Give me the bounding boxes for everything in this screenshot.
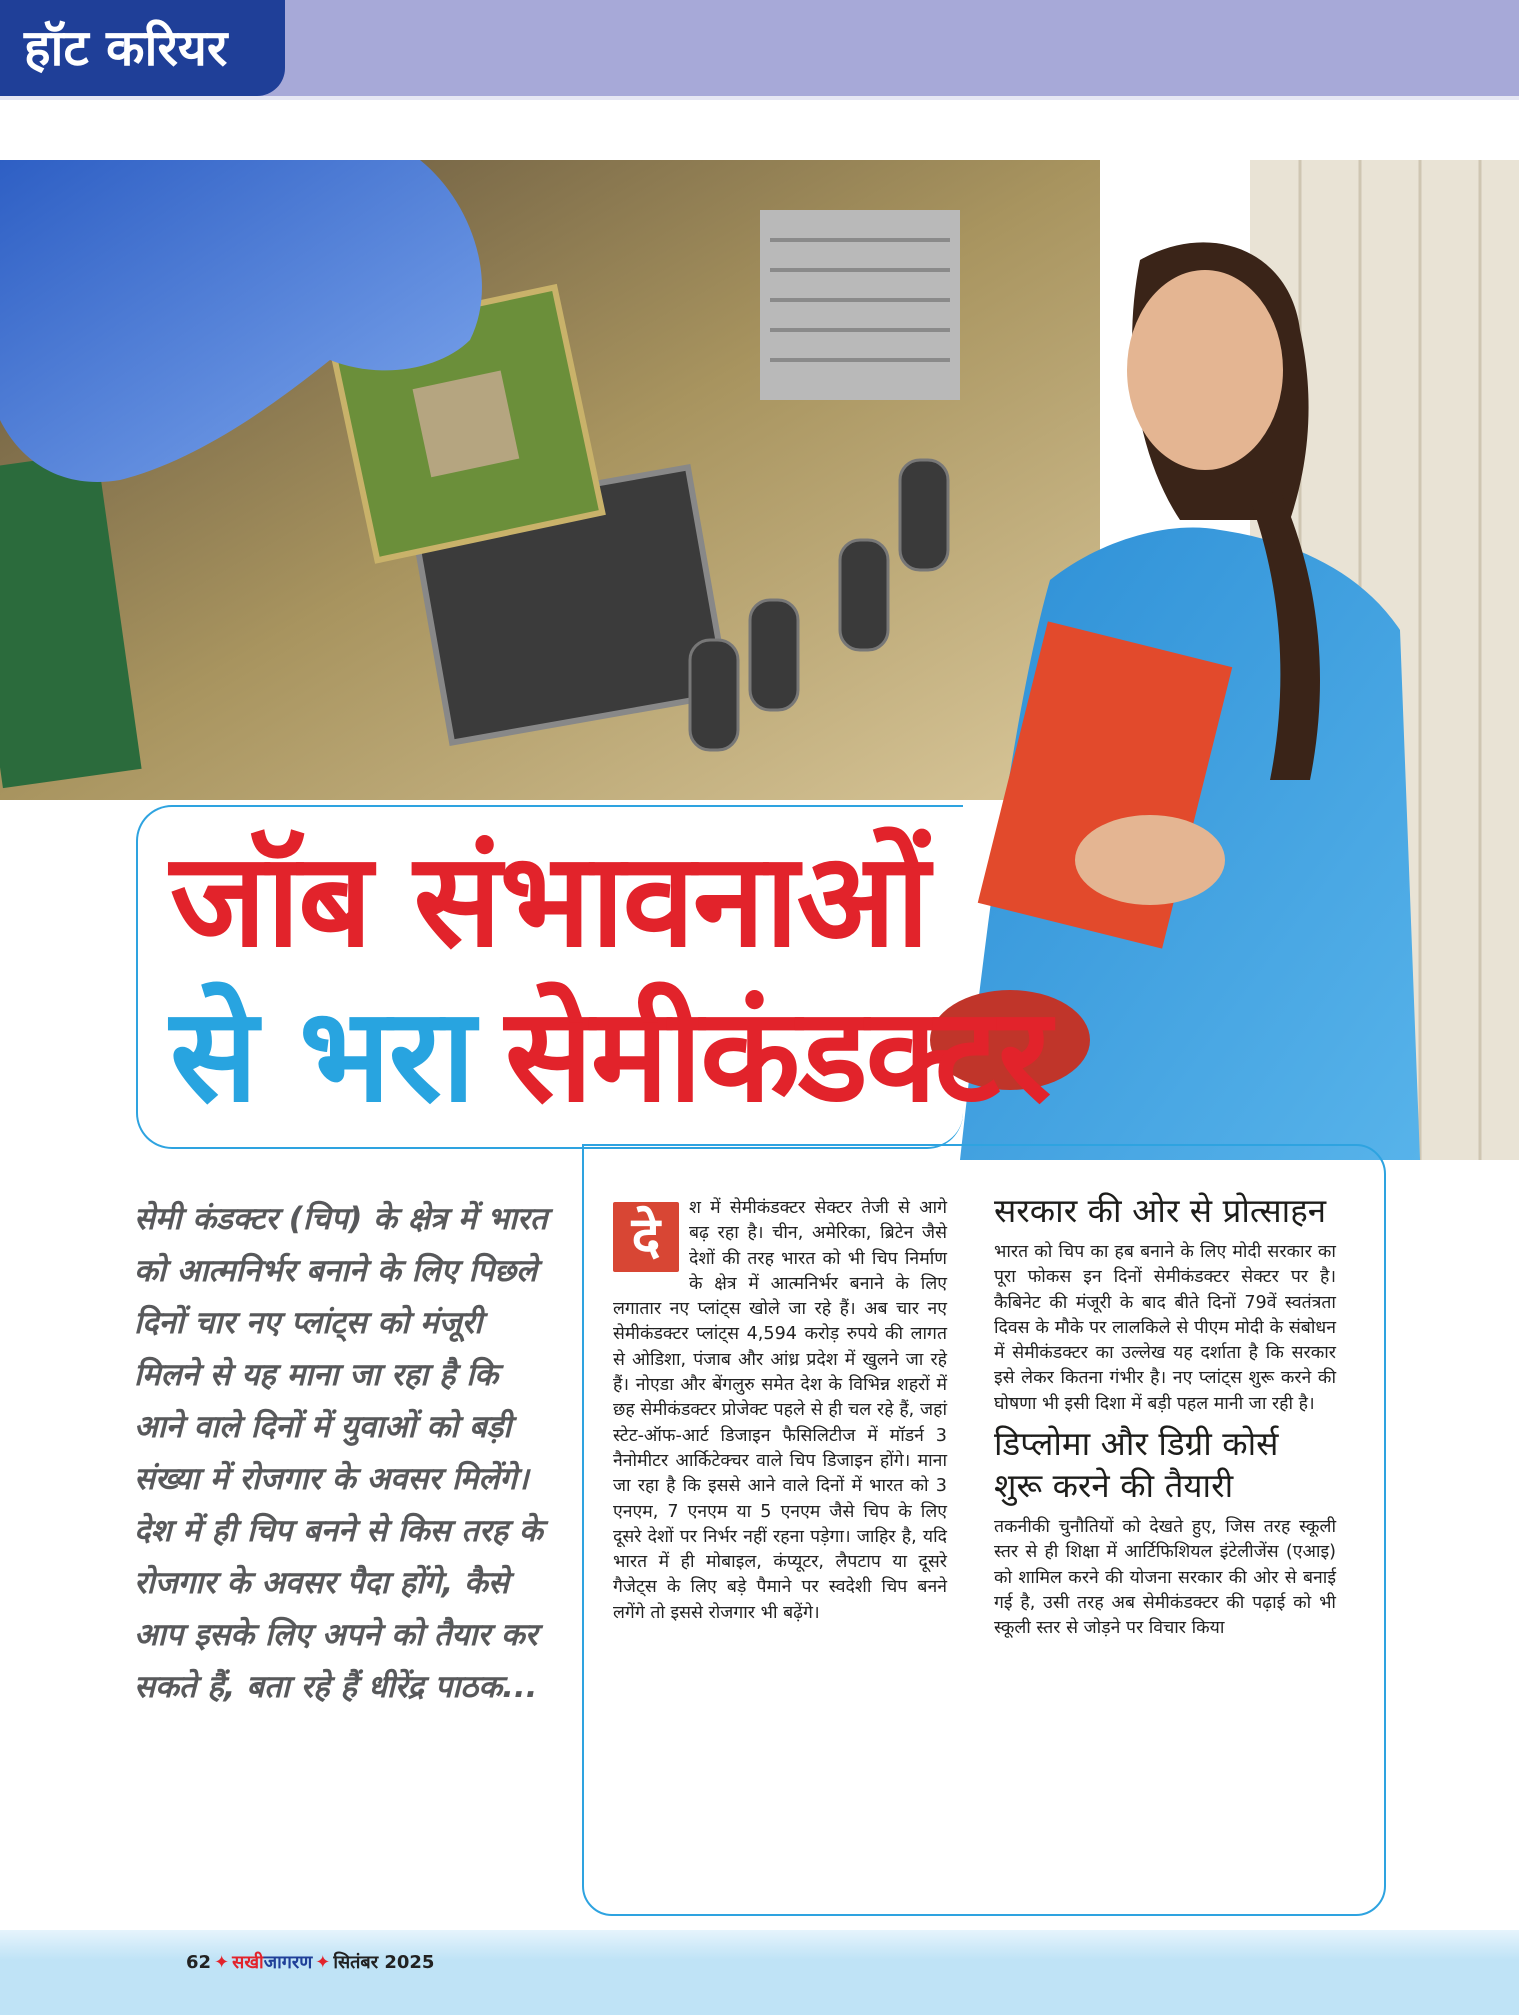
- issue-date: सितंबर 2025: [333, 1952, 435, 1973]
- magazine-name-part-2: जागरण: [263, 1952, 313, 1973]
- subheading-government-support: सरकार की ओर से प्रोत्साहन: [994, 1191, 1327, 1230]
- section-tab: हॉट करियर: [0, 0, 285, 96]
- top-bar-rule: [0, 96, 1519, 100]
- page-number: 62: [186, 1952, 212, 1973]
- star-separator-icon: ✦: [214, 1952, 230, 1973]
- article-body-1: श में सेमीकंडक्टर सेक्टर तेजी से आगे बढ़ रहा है। चीन, अमेरिका, ब्रिटेन जैसे देशों की तरह भारत को भी चिप निर्माण के क्षेत्र में आत्मनिर्भर बनाने के लिए लगातार नए प्लांट्स खोले जा रहे हैं। अब चार नए सेमीकंडक्टर प्लांट्स 4,594 करोड़ रुपये की लागत से ओडिशा, पंजाब और आंध्र प्रदेश में खुलने जा रहे हैं। नोएडा और बेंगलुरु समेत देश के विभिन्न शहरों में छह सेमीकंडक्टर प्रोजेक्ट पहले से ही चल रहे हैं, जहां स्टेट-ऑफ-आर्ट डिजाइन फैसिलिटीज में मॉडर्न 3 नैनोमीटर आर्किटेक्चर वाले चिप डिजाइन होंगे। माना जा रहा है कि इससे आने वाले दिनों में भारत को 3 एनएम, 7 एनएम या 5 एनएम जैसे चिप के लिए दूसरे देशों पर निर्भर नहीं रहना पड़ेगा। जाहिर है, यदि भारत में ही मोबाइल, कंप्यूटर, लैपटाप या दूसरे गैजेट्स के लिए बड़े पैमाने पर स्वदेशी चिप बनने लगेंगे तो इससे रोजगार भी बढ़ेंगे।: [613, 1198, 947, 1623]
- headline-line-1: जॉब संभावनाओं: [170, 824, 928, 976]
- folio: [186, 1950, 434, 1974]
- magazine-name-part-1: सखी: [232, 1952, 264, 1973]
- article-column-2: [994, 1190, 1336, 1648]
- intro-standfirst: सेमी कंडक्टर (चिप) के क्षेत्र में भारत को आत्मनिर्भर बनाने के लिए पिछले दिनों चार नए प्लांट्स को मंजूरी मिलने से यह माना जा रहा है कि आने वाले दिनों में युवाओं को बड़ी संख्या में रोजगार के अवसर मिलेंगे। देश में ही चिप बनने से किस तरह के रोजगार के अवसर पैदा होंगे, कैसे आप इसके लिए अपने को तैयार कर सकते हैं, बता रहे हैं धीरेंद्र पाठक...: [134, 1201, 548, 1705]
- subheading-diploma-degree: डिप्लोमा और डिग्री कोर्स शुरू करने की तैयारी: [994, 1424, 1279, 1506]
- article-body-2: भारत को चिप का हब बनाने के लिए मोदी सरकार का पूरा फोकस इन दिनों सेमीकंडक्टर सेक्टर पर है। कैबिनेट की मंजूरी के बाद बीते दिनों 79वें स्वतंत्रता दिवस के मौके पर लालकिले से पीएम मोदी के संबोधन में सेमीकंडक्टर का उल्लेख यह दर्शाता है कि सरकार इसे लेकर कितना गंभीर है। नए प्लांट्स शुरू करने की घोषणा भी इसी दिशा में बड़ी पहल मानी जा रही है।: [994, 1242, 1336, 1414]
- star-separator-icon: ✦: [315, 1952, 331, 1973]
- article-column-1: [613, 1196, 947, 1626]
- headline-line-2-red: सेमीकंडक्टर: [505, 979, 1050, 1131]
- drop-cap: दे: [613, 1202, 679, 1272]
- article-body-3: तकनीकी चुनौतियों को देखते हुए, जिस तरह स्कूली स्तर से ही शिक्षा में आर्टिफिशियल इंटेलीजेंस (एआइ) को शामिल करने की योजना सरकार की ओर से बनाई गई है, उसी तरह अब सेमीकंडक्टर की पढ़ाई को भी स्कूली स्तर से जोड़ने पर विचार किया: [994, 1517, 1336, 1639]
- headline-line-2-blue: से भरा: [170, 979, 474, 1131]
